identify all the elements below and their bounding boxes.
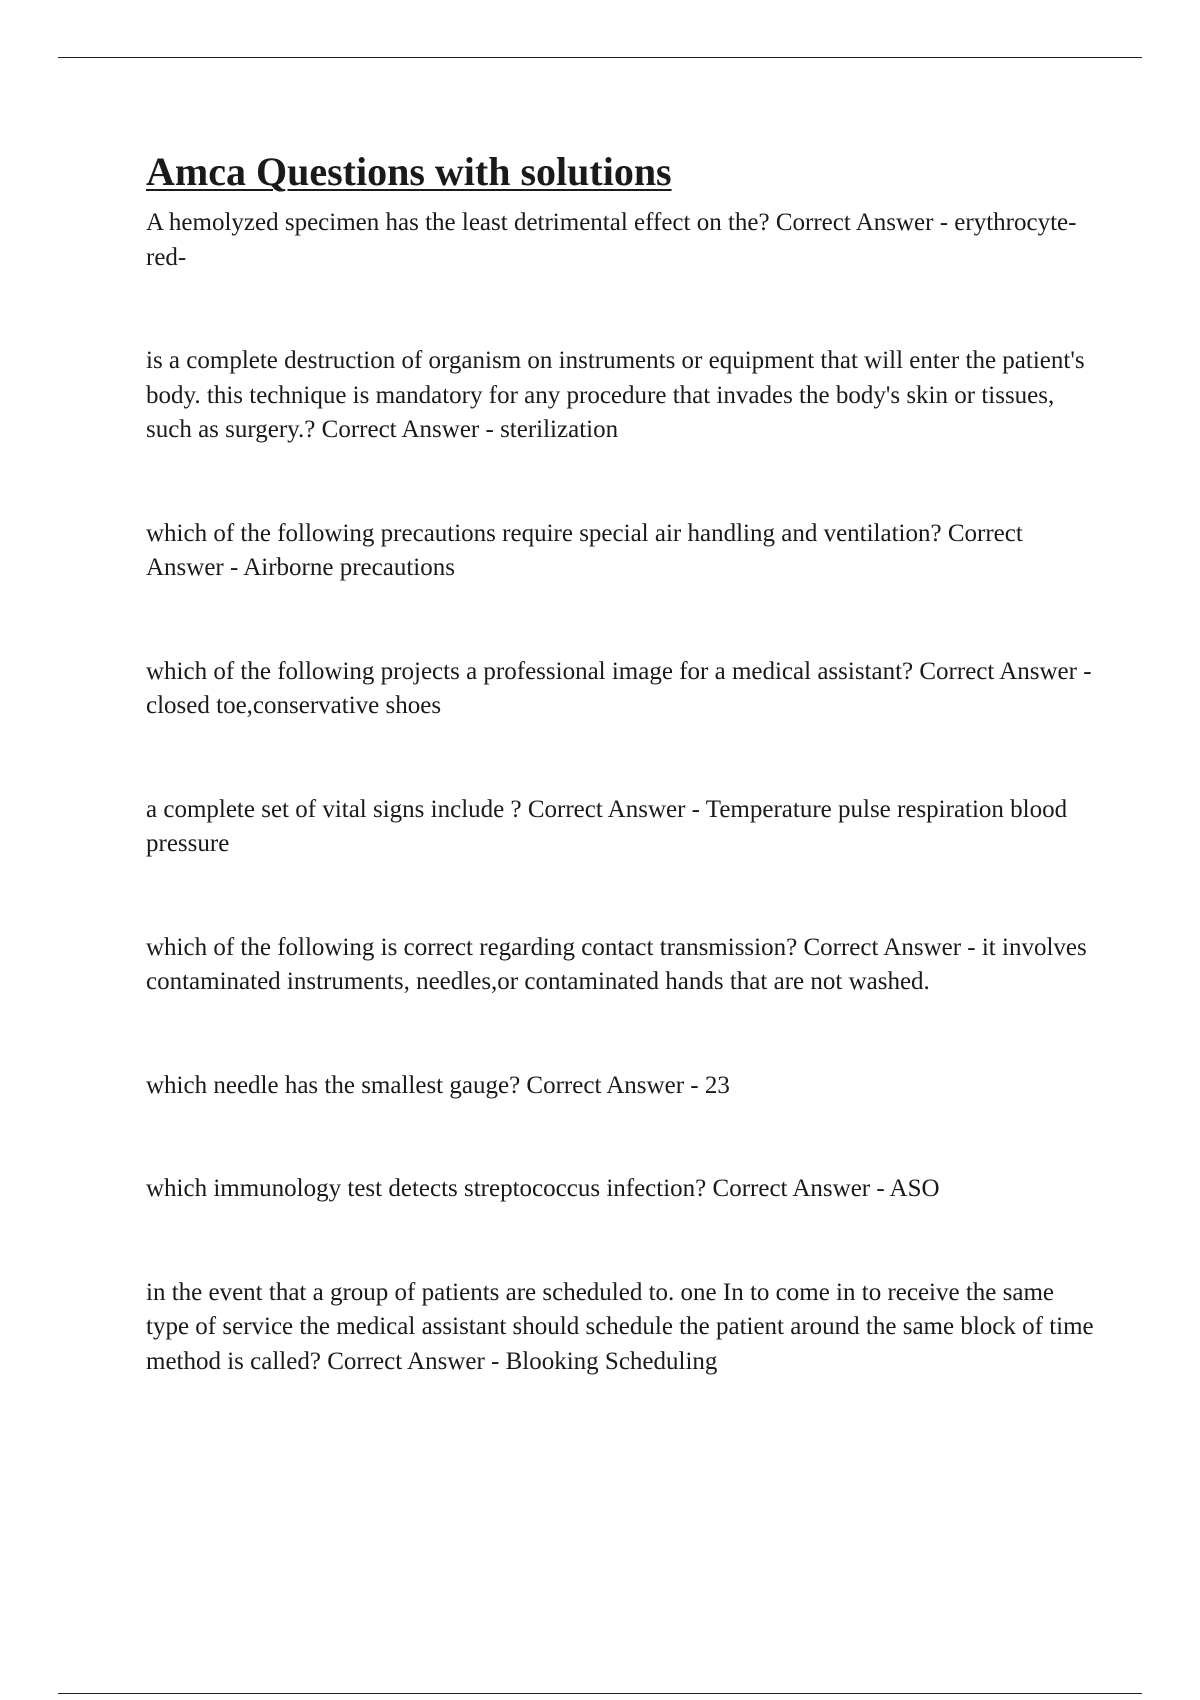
qa-list xyxy=(146,206,1096,1379)
qa-item: is a complete destruction of organism on instruments or equipment that will enter the patient's body. this technique is mandatory for any procedure that invades the body's skin or tissues, such as surgery.? Correct Answer - sterilization xyxy=(146,347,1085,443)
qa-item: in the event that a group of patients are scheduled to. one In to come in to receive the same type of service the medical assistant should schedule the patient around the same block of time method is called? Correct Answer - Blooking Scheduling xyxy=(146,1278,1094,1375)
bottom-divider xyxy=(58,1693,1142,1694)
qa-item: which of the following projects a professional image for a medical assistant? Correct Answer - closed toe,conservative shoes xyxy=(146,657,1092,719)
top-divider xyxy=(58,57,1142,58)
qa-item: which of the following precautions require special air handling and ventilation? Correct Answer - Airborne precautions xyxy=(146,519,1023,581)
qa-item: which needle has the smallest gauge? Correct Answer - 23 xyxy=(146,1071,730,1099)
qa-item: a complete set of vital signs include ? Correct Answer - Temperature pulse respiration blood pressure xyxy=(146,795,1068,857)
qa-item: which immunology test detects streptococcus infection? Correct Answer - ASO xyxy=(146,1175,940,1202)
qa-item: which of the following is correct regarding contact transmission? Correct Answer - it involves contaminated instruments, needles,or contaminated hands that are not washed. xyxy=(146,933,1087,995)
page-title: Amca Questions with solutions xyxy=(146,149,672,194)
document-body xyxy=(146,148,1096,1448)
qa-item: A hemolyzed specimen has the least detrimental effect on the? Correct Answer - erythrocyte- red- xyxy=(146,209,1077,271)
